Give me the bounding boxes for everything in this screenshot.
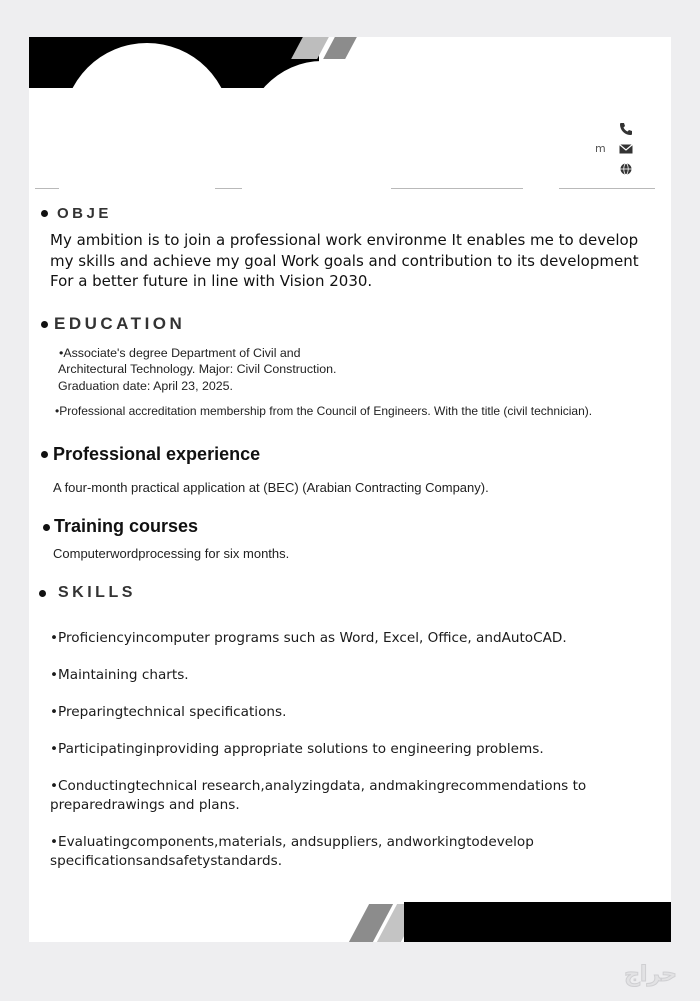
education-line: •Associate's degree Department of Civil and xyxy=(59,346,301,360)
skill-item: •Preparingtechnical specifications. xyxy=(50,704,287,720)
divider-line xyxy=(559,188,655,189)
mail-icon xyxy=(618,141,634,157)
skills-heading: SKILLS xyxy=(58,584,136,601)
divider-line xyxy=(391,188,523,189)
globe-icon xyxy=(618,161,634,177)
skill-item: •Conductingtechnical research,analyzingdata, andmakingrecommendations to preparedrawings and plans. xyxy=(50,778,587,813)
education-line: Architectural Technology. Major: Civil Construction. xyxy=(58,362,337,376)
objective-bullet xyxy=(41,210,48,217)
education-bullet xyxy=(41,321,48,328)
redacted-blob xyxy=(242,61,402,231)
watermark-text: حراج xyxy=(624,962,677,987)
skill-item: •Maintaining charts. xyxy=(50,667,189,683)
education-heading: EDUCATION xyxy=(54,314,186,333)
contact-text-fragment: m xyxy=(595,142,606,155)
header-stripe-dark xyxy=(323,37,357,59)
skills-bullet xyxy=(39,590,46,597)
education-line: •Professional accreditation membership from the Council of Engineers. With the title (civil technician). xyxy=(55,404,593,418)
experience-bullet xyxy=(41,451,48,458)
watermark-logo xyxy=(555,962,677,990)
redacted-blob xyxy=(63,43,231,211)
redacted-blob xyxy=(481,75,599,193)
phone-icon xyxy=(618,121,634,137)
experience-heading: Professional experience xyxy=(53,444,261,464)
divider-line xyxy=(35,188,59,189)
training-heading: Training courses xyxy=(54,516,199,536)
skill-item: •Participatinginproviding appropriate solutions to engineering problems. xyxy=(50,741,544,757)
footer-black-band xyxy=(404,902,671,942)
experience-text: A four-month practical application at (BEC) (Arabian Contracting Company). xyxy=(53,480,489,495)
skill-item: •Proficiencyincomputer programs such as Word, Excel, Office, andAutoCAD. xyxy=(50,630,567,646)
objective-heading: OBJE xyxy=(57,205,112,222)
training-bullet xyxy=(43,524,50,531)
divider-line xyxy=(215,188,242,189)
objective-text: My ambition is to join a professional work environme It enables me to develop my skills and achieve my goal Work goals and contribution to its development For a better future in line with Vision 2030. xyxy=(50,231,639,290)
training-text: Computerwordprocessing for six months. xyxy=(53,546,290,561)
education-line: Graduation date: April 23, 2025. xyxy=(58,379,233,393)
skill-item: •Evaluatingcomponents,materials, andsuppliers, andworkingtodevelop specificationsandsafetystandards. xyxy=(50,834,534,869)
resume-page xyxy=(29,37,671,942)
